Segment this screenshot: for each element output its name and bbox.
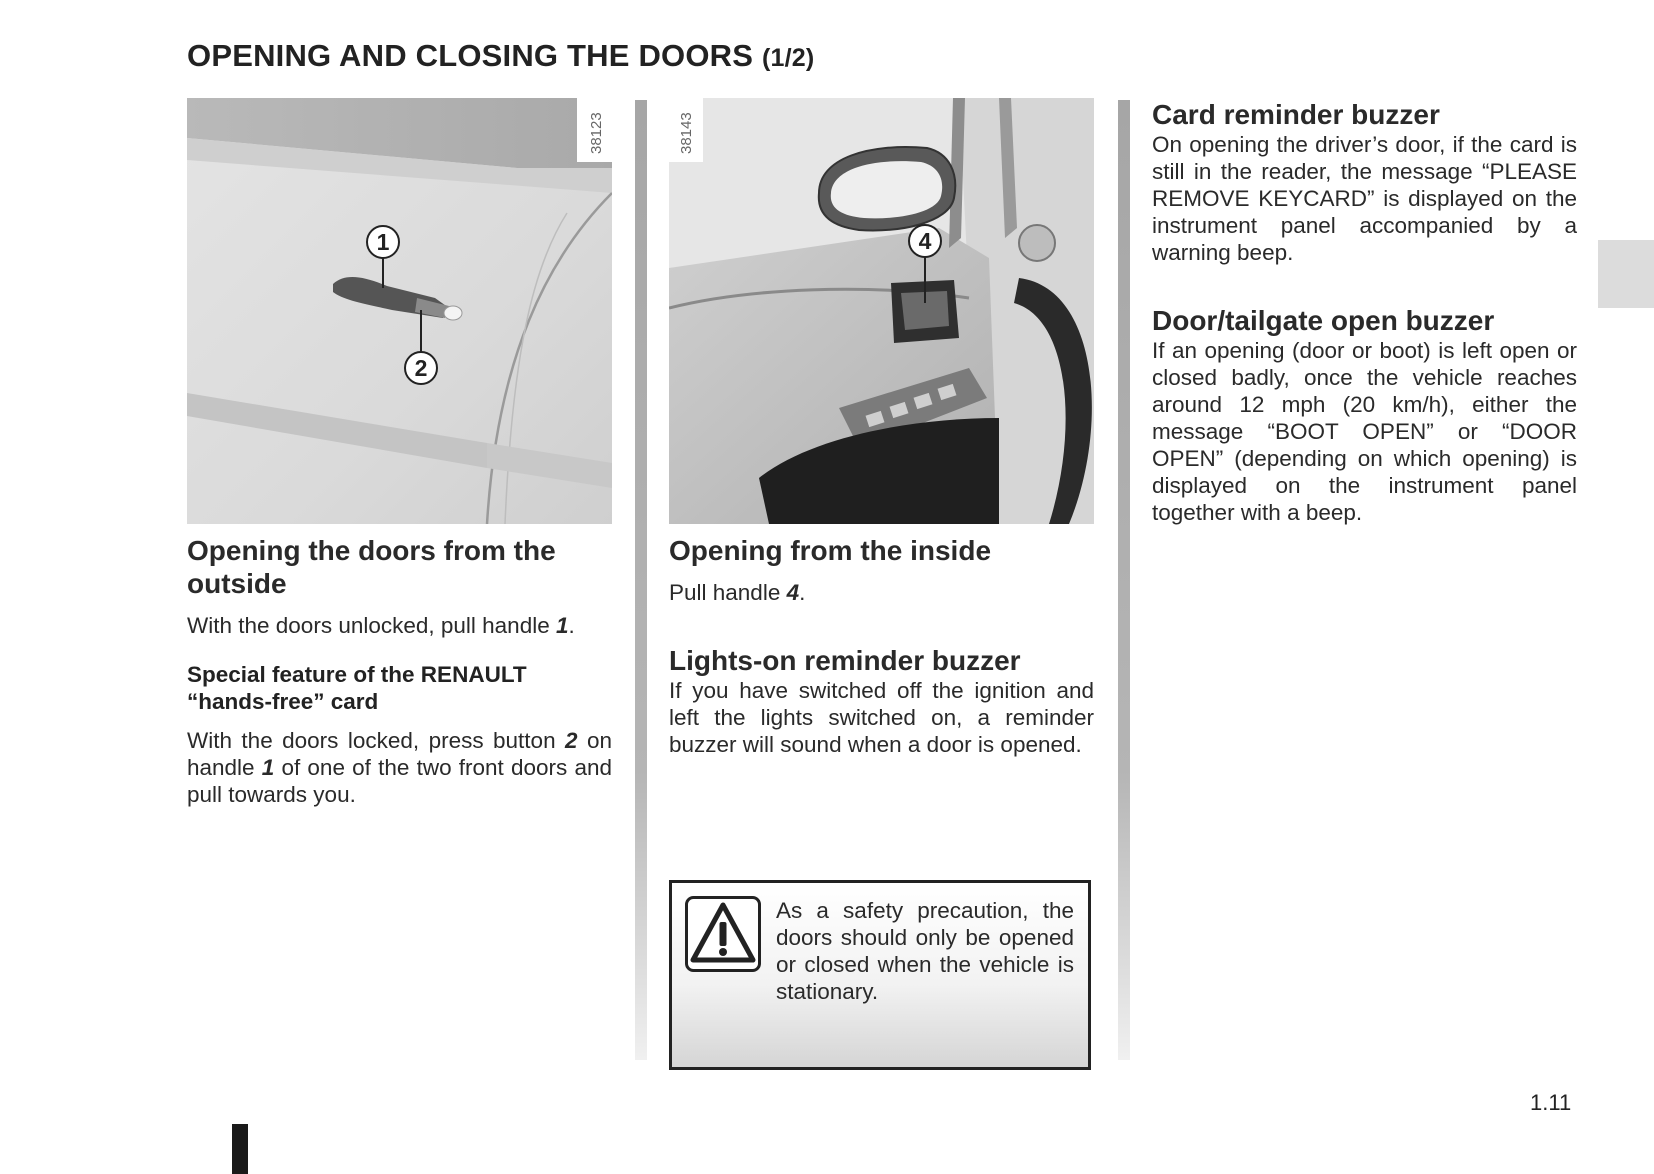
- para-card-reminder: On opening the driver’s door, if the card is still in the reader, the message “PLEASE REMOVE KEYCARD” is displayed on the instrument panel accompanied by a warning beep.: [1152, 132, 1577, 265]
- callout-1-label: 1: [376, 229, 390, 255]
- callout-4-label: 4: [918, 228, 932, 254]
- page-number: 1.11: [1530, 1090, 1572, 1115]
- heading-opening-outside: Opening the doors from the outside: [187, 535, 556, 599]
- corner-mark: [232, 1124, 248, 1174]
- para-pull-handle: [669, 579, 1094, 606]
- ref-handle-4: 4: [786, 580, 800, 605]
- column-outside-opening: [187, 98, 612, 808]
- heading-opening-inside: Opening from the inside: [669, 535, 992, 566]
- column-divider-left: [635, 100, 647, 1060]
- heading-lights-on-buzzer: Lights-on reminder buzzer: [669, 645, 1021, 676]
- exterior-door-illustration: [187, 98, 612, 524]
- para-unlocked-text: With the doors unlocked, pull handle: [187, 613, 556, 638]
- heading-special-feature: Special feature of the RENAULT “hands-free” card: [187, 662, 527, 714]
- page-title-text: OPENING AND CLOSING THE DOORS: [187, 38, 754, 73]
- heading-card-reminder: Card reminder buzzer: [1152, 99, 1440, 130]
- column-buzzers: [1152, 98, 1577, 526]
- para-locked-b: on handle: [187, 728, 613, 780]
- figure-exterior-door-handle: [187, 98, 612, 524]
- para-door-open-buzzer: If an opening (door or boot) is left open or closed badly, once the vehicle reaches around 12 mph (20 km/h), either the message “BOOT OPEN” or “DOOR OPEN” (depending on which opening) is displayed on the instrument panel together with a beep.: [1152, 338, 1577, 525]
- safety-warning-text: As a safety precaution, the doors should only be opened or closed when the vehicle is stationary.: [776, 898, 1074, 1004]
- column-inside-opening: [669, 98, 1094, 758]
- para-locked-c: of one of the two front doors and pull towards you.: [187, 755, 612, 807]
- column-divider-right: [1118, 100, 1130, 1060]
- page-title-suffix: (1/2): [761, 44, 815, 72]
- para-unlocked: [187, 612, 612, 639]
- page-title: [187, 38, 814, 74]
- para-pull-handle-end: .: [799, 580, 806, 605]
- figure-ref-number-inside: 38143: [678, 112, 695, 154]
- chapter-tab: [1598, 240, 1654, 308]
- ref-handle-1b: 1: [261, 755, 275, 780]
- ref-button-2: 2: [565, 728, 578, 753]
- para-unlocked-end: .: [568, 613, 575, 638]
- para-pull-handle-text: Pull handle: [669, 580, 787, 605]
- para-locked-a: With the doors locked, press button: [187, 728, 566, 753]
- safety-warning-box: [669, 880, 1091, 1070]
- heading-door-open-buzzer: Door/tailgate open buzzer: [1152, 305, 1495, 336]
- warning-triangle-icon: [685, 896, 761, 972]
- figure-ref-number: 38123: [588, 112, 605, 154]
- para-lights-on-buzzer: If you have switched off the ignition and left the lights switched on, a reminder buzzer will sound when a door is opened.: [669, 678, 1094, 757]
- interior-door-illustration: [669, 98, 1094, 524]
- callout-2-label: 2: [414, 355, 428, 381]
- ref-handle-1: 1: [555, 613, 569, 638]
- figure-interior-door-handle: [669, 98, 1094, 524]
- para-locked: [187, 727, 612, 808]
